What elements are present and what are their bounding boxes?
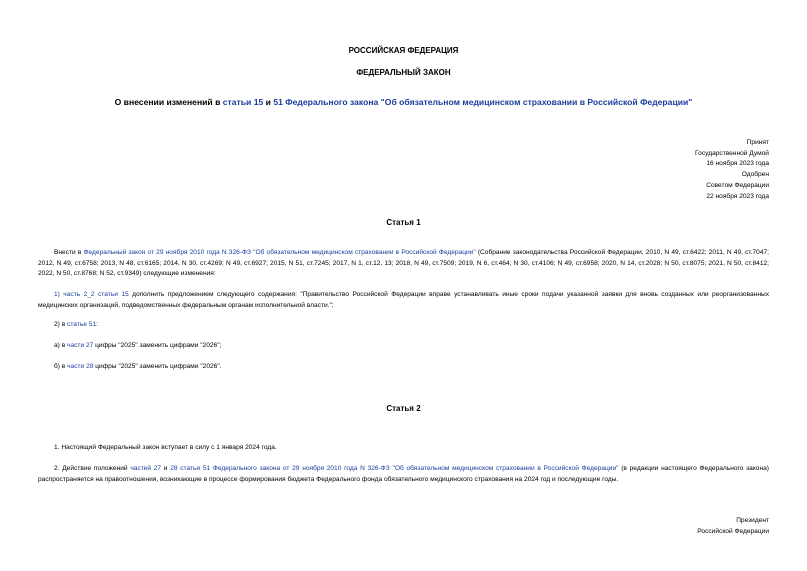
adoption-line: Одобрен <box>741 171 769 179</box>
p2-rest: (в редакции настоящего Федерального закона) распространяется на правоотношения, возникающие в процессе формирования бюджета Федерального фонда обязательного медицинского страхования на 2024 год и последующие годы. <box>38 465 769 483</box>
article-1-intro <box>38 248 769 280</box>
adoption-line: 22 ноября 2023 года <box>706 192 769 200</box>
item-2a-link[interactable]: части 27 <box>67 342 94 349</box>
article-1-item-2a <box>38 341 769 352</box>
doc-type-heading: ФЕДЕРАЛЬНЫЙ ЗАКОН <box>356 68 451 77</box>
article-1-item-1 <box>38 290 769 311</box>
item-2-prefix: 2) в <box>54 321 68 328</box>
p2-mid: и <box>161 465 171 472</box>
adoption-line: 16 ноября 2023 года <box>706 160 769 168</box>
adoption-line: Советом Федерации <box>706 181 769 189</box>
title-mid: и <box>263 97 274 107</box>
title-link-article-15[interactable]: статьи 15 <box>222 97 264 107</box>
adoption-line: Государственной Думой <box>695 149 769 157</box>
p2-prefix: 2. Действие положений <box>54 465 131 472</box>
intro-link-law-326[interactable]: Федеральный закон от 29 ноября 2010 года N 326-ФЗ "Об обязательном медицинском страховании в Российской Федерации" <box>83 249 476 256</box>
title-link-article-51[interactable]: 51 Федерального закона "Об обязательном медицинском страховании в Российской Федерации" <box>273 97 693 107</box>
item-2a-rest: цифры "2025" заменить цифрами "2026"; <box>93 342 222 349</box>
article-1-heading: Статья 1 <box>386 218 421 227</box>
signature-line: Российской Федерации <box>697 527 769 535</box>
intro-prefix: Внести в <box>54 249 84 256</box>
item-1-link[interactable]: часть 2_2 статьи 15 <box>63 291 129 298</box>
article-2-heading: Статья 2 <box>386 404 421 413</box>
item-1-number[interactable]: 1) <box>54 291 64 298</box>
article-2-para-1: 1. Настоящий Федеральный закон вступает в силу с 1 января 2024 года. <box>54 444 277 451</box>
intro-rest: (Собрание законодательства Российской Федерации, 2010, N 49, ст.6422; 2011, N 49, ст.7047; 2012, N 49, ст.6758; 2013, N 48, ст.6165; 2014, N 30, ст.4269; N 49, ст.6927; 2015, N 51, ст.7245; 2017, N 1, ст.12, 13; 2018, N 49, ст.7509; 2019, N 6, ст.464; N 30, ст.4106; N 49, ст.6958; 2020, N 14, ст.2028; N 50, ст.8075; 2021, N 50, ст.8412; 2022, N 50, ст.8768; N 52, ст.9349) следующие изменения: <box>38 249 770 278</box>
country-heading: РОССИЙСКАЯ ФЕДЕРАЦИЯ <box>348 46 459 55</box>
signature-line: Президент <box>736 517 769 524</box>
adoption-block <box>695 138 769 202</box>
article-2-para-2 <box>38 464 769 485</box>
p2-link-part-28-article-51[interactable]: 28 статьи 51 Федерального закона от 29 ноября 2010 года N 326-ФЗ "Об обязательном медицинском страховании в Российской Федерации" <box>170 465 619 472</box>
article-1-item-2b <box>38 362 769 373</box>
item-2b-prefix: б) в <box>54 363 68 370</box>
item-2b-link[interactable]: части 28 <box>67 363 94 370</box>
item-1-rest: дополнить предложением следующего содержания: "Правительство Российской Федерации вправе устанавливать иные сроки подачи указанной заявки для вновь созданных или реорганизованных медицинских организаций, подведомственных федеральным органам исполнительной власти."; <box>38 291 769 309</box>
title-prefix: О внесении изменений в <box>114 97 223 107</box>
p2-link-part-27[interactable]: частей 27 <box>130 465 162 472</box>
item-2b-rest: цифры "2025" заменить цифрами "2026". <box>93 363 222 370</box>
item-2a-prefix: а) в <box>54 342 68 349</box>
adoption-line: Принят <box>746 139 769 146</box>
signature-block <box>697 516 769 537</box>
item-2-link[interactable]: статье 51 <box>67 321 97 328</box>
item-2-suffix: : <box>96 321 98 328</box>
law-title <box>0 97 807 107</box>
article-1-item-2 <box>38 320 769 331</box>
